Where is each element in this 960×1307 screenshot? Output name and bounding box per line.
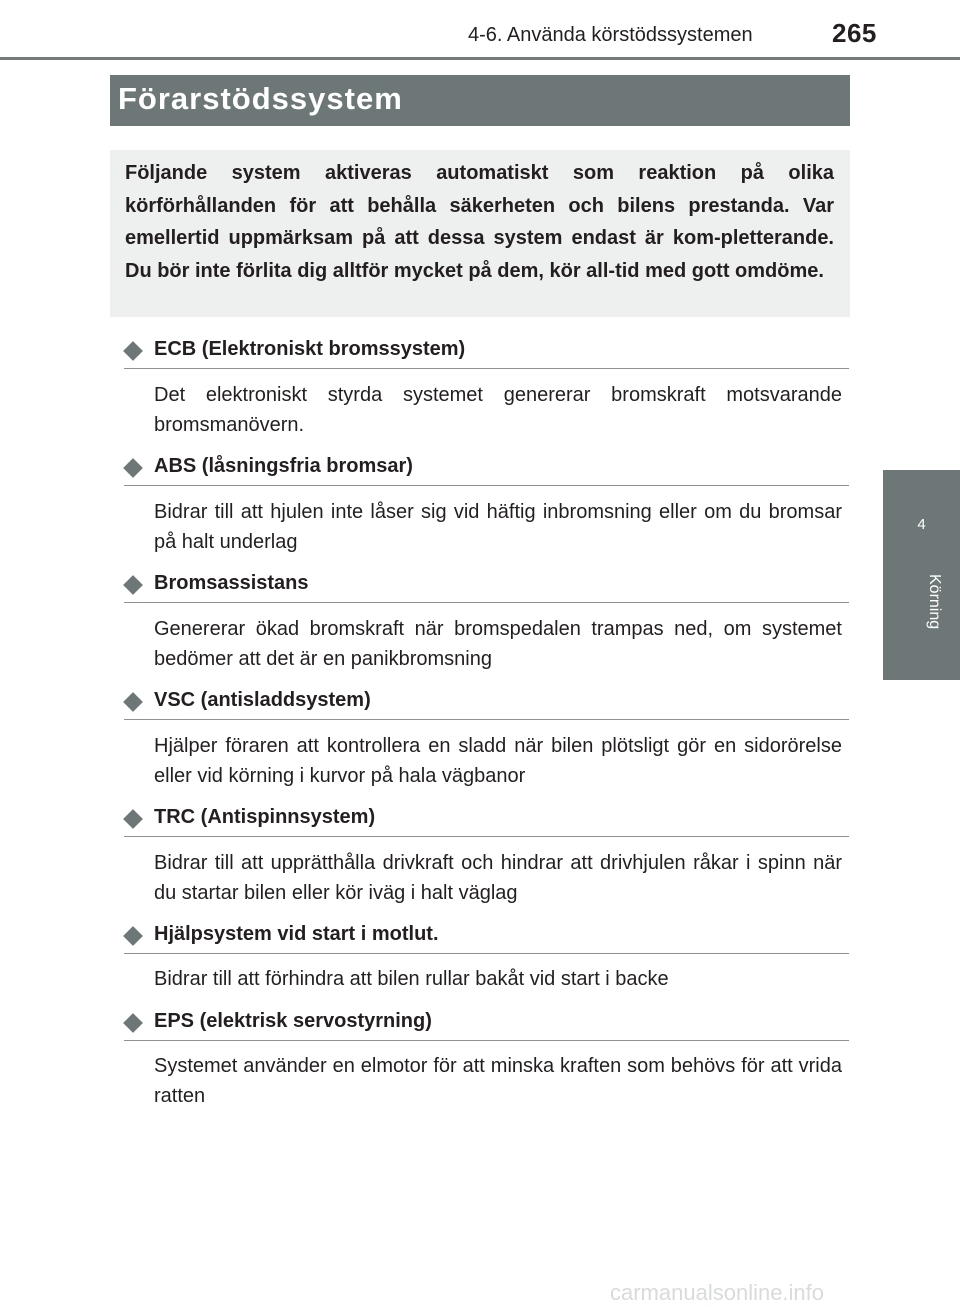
item-heading [124,1008,849,1041]
diamond-icon [123,575,143,595]
intro-box [110,150,850,317]
item-heading [124,453,849,486]
diamond-icon [123,341,143,361]
diamond-icon [123,926,143,946]
chapter-title: 4-6. Använda körstödssystemen [468,24,753,46]
item-heading [124,336,849,369]
item-heading-text: ECB (Elektroniskt bromssystem) [154,338,466,360]
item-body: Bidrar till att hjulen inte låser sig vid häftig inbromsning eller om du bromsar på halt underlag [154,501,842,553]
item-heading-text: TRC (Antispinnsystem) [154,806,376,828]
item-heading-text: Hjälpsystem vid start i motlut. [154,923,439,945]
diamond-icon [123,458,143,478]
item-body: Genererar ökad bromskraft när bromspedalen trampas ned, om systemet bedömer att det är en panikbromsning [154,618,842,670]
section-title: Förarstödssystem [110,75,850,126]
chapter-side-tab [883,470,960,680]
diamond-icon [123,1013,143,1033]
item-heading [124,570,849,603]
intro-text: Följande system aktiveras automatiskt som reaktion på olika körförhållanden för att behålla säkerheten och bilens prestanda. Var emellertid uppmärksam på att dessa system endast är kom-pletterande. Du bör inte förlita dig alltför mycket på dem, kör all-tid med gott omdöme. [125,162,834,282]
item-heading [124,804,849,837]
page-number: 265 [832,18,877,48]
item-body: Bidrar till att förhindra att bilen rullar bakåt vid start i backe [154,968,669,990]
header-divider [0,57,960,60]
item-heading-text: ABS (låsningsfria bromsar) [154,455,413,477]
item-heading-text: Bromsassistans [154,572,309,594]
side-tab-chapter-label: Körning [926,574,943,630]
diamond-icon [123,809,143,829]
item-body: Det elektroniskt styrda systemet genererar bromskraft motsvarande bromsmanövern. [154,384,842,436]
item-body: Hjälper föraren att kontrollera en sladd när bilen plötsligt gör en sidorörelse eller vid körning i kurvor på hala vägbanor [154,735,842,787]
item-heading [124,687,849,720]
item-body: Bidrar till att upprätthålla drivkraft och hindrar att drivhjulen råkar i spinn när du startar bilen eller kör iväg i halt väglag [154,852,842,904]
item-body: Systemet använder en elmotor för att minska kraften som behövs för att vrida ratten [154,1055,842,1107]
item-heading [124,921,849,954]
watermark: carmanualsonline.info [610,1280,825,1305]
diamond-icon [123,692,143,712]
side-tab-chapter-number: 4 [917,516,926,533]
item-heading-text: EPS (elektrisk servostyrning) [154,1010,432,1032]
item-heading-text: VSC (antisladdsystem) [154,689,371,711]
